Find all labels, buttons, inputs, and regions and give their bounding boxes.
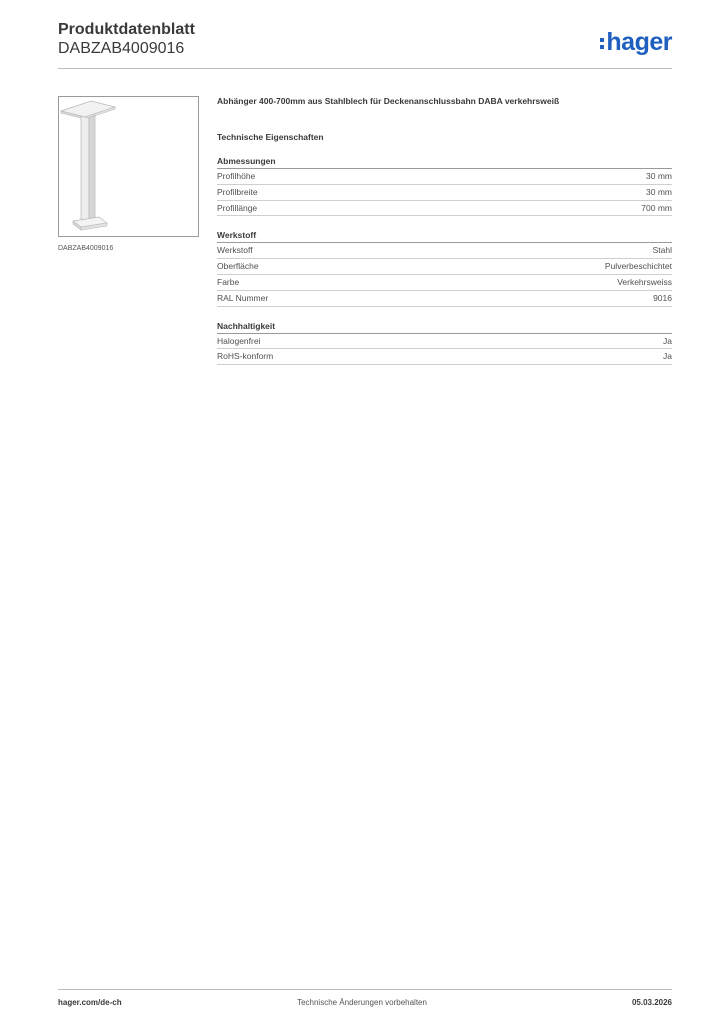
row-value: Ja (663, 351, 672, 362)
footer-date: 05.03.2026 (631, 998, 672, 1007)
hanger-illustration (59, 97, 198, 236)
row-label: RoHS-konform (217, 351, 274, 362)
section-title: Technische Eigenschaften (217, 132, 324, 142)
footer-divider (58, 989, 672, 990)
row-label: Oberfläche (217, 261, 259, 272)
footer-website-link[interactable]: hager.com/de-ch (58, 998, 122, 1007)
product-image (58, 96, 199, 237)
row-label: Profillänge (217, 202, 258, 213)
table-row (217, 201, 672, 217)
product-details (217, 96, 672, 365)
table-row (217, 349, 672, 365)
table-row (217, 275, 672, 291)
row-value: Stahl (652, 245, 672, 256)
table-row (217, 243, 672, 259)
product-code: DABZAB4009016 (58, 40, 185, 57)
group-dimensions (217, 156, 672, 216)
row-value: Ja (663, 335, 672, 346)
table-row (217, 291, 672, 307)
group-heading: Werkstoff (217, 230, 672, 243)
header-divider (58, 68, 672, 69)
group-heading: Abmessungen (217, 156, 672, 169)
row-value: 30 mm (646, 186, 672, 197)
row-value: 9016 (653, 292, 672, 303)
page-title: Produktdatenblatt (58, 21, 195, 38)
group-sustainability (217, 321, 672, 366)
row-label: Farbe (217, 276, 240, 287)
row-value: 30 mm (646, 171, 672, 181)
group-heading: Nachhaltigkeit (217, 321, 672, 334)
table-row (217, 185, 672, 201)
table-row (217, 334, 672, 350)
row-value: Pulverbeschichtet (604, 261, 672, 272)
row-label: RAL Nummer (217, 292, 269, 303)
row-label: Profilhöhe (217, 171, 256, 181)
hager-logo (600, 28, 672, 57)
footer-notice: Technische Änderungen vorbehalten (297, 998, 427, 1007)
row-value: Verkehrsweiss (617, 276, 672, 287)
row-label: Profilbreite (217, 186, 258, 197)
image-caption: DABZAB4009016 (58, 245, 114, 252)
group-material (217, 230, 672, 306)
table-row (217, 259, 672, 275)
row-value: 700 mm (641, 202, 672, 213)
row-label: Werkstoff (217, 245, 253, 256)
logo-text: hager (606, 28, 672, 56)
logo-dots-icon (600, 35, 604, 52)
row-label: Halogenfrei (217, 335, 261, 346)
table-row (217, 169, 672, 185)
product-description: Abhänger 400-700mm aus Stahlblech für Deckenanschlussbahn DABA verkehrsweiß (217, 96, 560, 106)
